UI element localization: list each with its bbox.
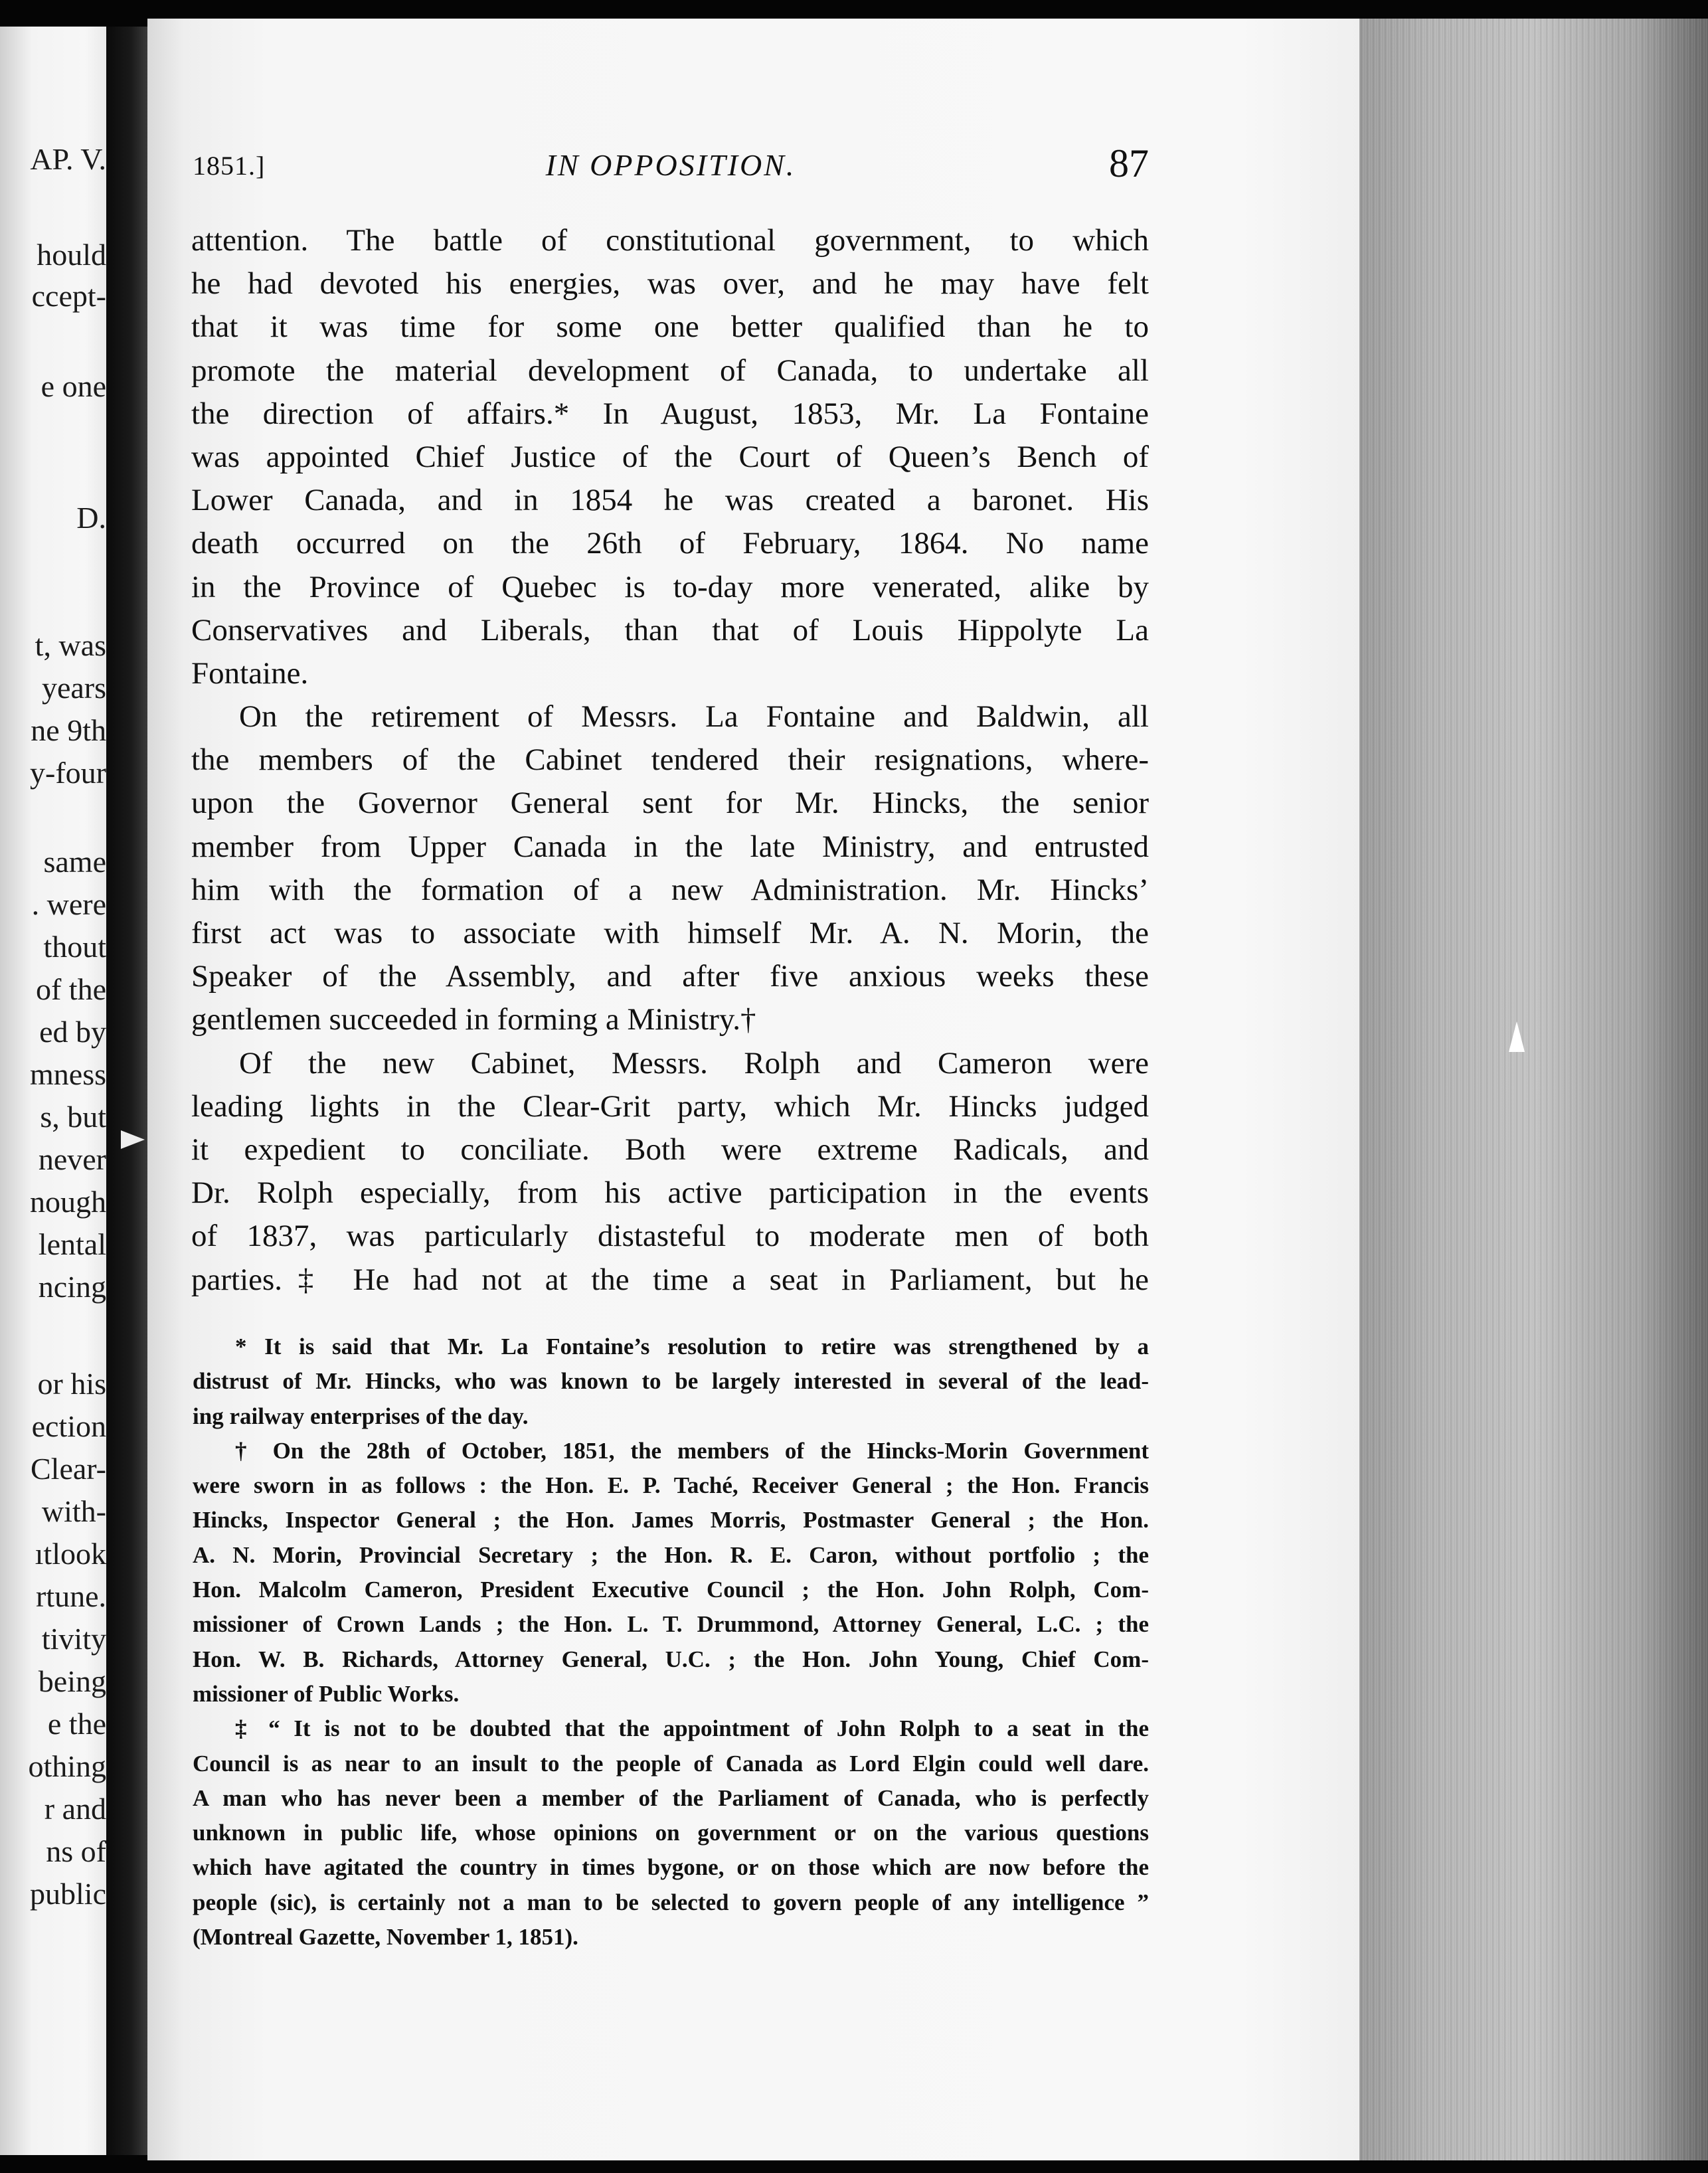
- footnote-line: unknown in public life, whose opinions on government or on the various questions: [193, 1820, 1149, 1846]
- body-line: death occurred on the 26th of February, 1864. No name: [191, 526, 1149, 561]
- left-page-line: s, but: [40, 1100, 106, 1134]
- left-page-line: nough: [30, 1185, 106, 1219]
- footnote-line: * It is said that Mr. La Fontaine’s resolution to retire was strengthened by a: [235, 1334, 1149, 1359]
- left-page-line: ıtlook: [35, 1537, 106, 1571]
- body-line: upon the Governor General sent for Mr. Hincks, the senior: [191, 786, 1149, 821]
- footnote-line: were sworn in as follows : the Hon. E. P. Taché, Receiver General ; the Hon. Francis: [193, 1472, 1149, 1499]
- footnote-line: A. N. Morin, Provincial Secretary ; the Hon. R. E. Caron, without portfolio ; the: [193, 1541, 1149, 1568]
- body-line: the members of the Cabinet tendered their resignations, where-: [191, 742, 1149, 778]
- body-line: Speaker of the Assembly, and after five anxious weeks these: [191, 959, 1149, 994]
- scan-glint-mark: [121, 1130, 145, 1149]
- footnote-line: (Montreal Gazette, November 1, 1851).: [193, 1924, 578, 1951]
- book-binding-gutter: [106, 27, 147, 2155]
- left-page-line: with-: [41, 1494, 106, 1528]
- body-line: Of the new Cabinet, Messrs. Rolph and Cameron were: [239, 1045, 1149, 1081]
- body-line: promote the material development of Canada, to undertake all: [191, 353, 1149, 388]
- scan-glint-mark: [1509, 1021, 1525, 1052]
- left-page-line: mness: [30, 1057, 106, 1091]
- footnote-line: A man who has never been a member of the Parliament of Canada, who is perfectly: [193, 1784, 1149, 1811]
- body-line: of 1837, was particularly distasteful to moderate men of both: [191, 1219, 1149, 1254]
- left-page-line: hould: [37, 238, 106, 272]
- body-line: On the retirement of Messrs. La Fontaine and Baldwin, all: [239, 699, 1149, 735]
- footnote-line: † On the 28th of October, 1851, the members of the Hincks-Morin Government: [235, 1437, 1149, 1464]
- footnote-line: people (sic), is certainly not a man to be selected to govern people of any intelligence ”: [193, 1889, 1149, 1915]
- body-line: Dr. Rolph especially, from his active participation in the events: [191, 1175, 1149, 1211]
- left-page-line: D.: [76, 501, 106, 535]
- left-page-line: never: [38, 1142, 106, 1176]
- body-line: first act was to associate with himself Mr. A. N. Morin, the: [191, 916, 1149, 950]
- footnote-line: Hon. W. B. Richards, Attorney General, U.C. ; the Hon. John Young, Chief Com-: [193, 1646, 1149, 1672]
- left-page-line: years: [41, 671, 106, 705]
- left-page-line: tivity: [41, 1622, 106, 1656]
- left-page-line: t, was: [35, 628, 106, 662]
- footnotes: [193, 1330, 1149, 1955]
- body-line: Fontaine.: [191, 655, 309, 691]
- running-header: [193, 141, 1149, 194]
- previous-page-fragment: [0, 27, 106, 2155]
- left-page-line: AP. V.: [30, 142, 106, 176]
- left-page-line: ection: [31, 1409, 106, 1443]
- running-header-year: 1851.]: [193, 151, 266, 181]
- running-header-title: IN OPPOSITION.: [545, 148, 796, 182]
- footnote-line: which have agitated the country in times bygone, or on those which are now before the: [193, 1854, 1149, 1881]
- left-page-line: same: [43, 845, 106, 879]
- left-page-line: ncing: [38, 1270, 106, 1304]
- footnote-line: missioner of Public Works.: [193, 1680, 460, 1707]
- left-page-line: . were: [31, 887, 106, 921]
- left-page-line: e the: [47, 1707, 106, 1741]
- left-page-line: ns of: [46, 1834, 106, 1868]
- left-page-line: othing: [28, 1749, 106, 1783]
- body-line: that it was time for some one better qualified than he to: [191, 309, 1149, 345]
- left-page-line: y-four: [30, 756, 106, 790]
- left-page-line: Clear-: [30, 1452, 106, 1486]
- left-page-line: e one: [41, 369, 106, 403]
- body-line: leading lights in the Clear-Grit party, which Mr. Hincks judged: [191, 1088, 1149, 1124]
- footnote-line: Hon. Malcolm Cameron, President Executive Council ; the Hon. John Rolph, Com-: [193, 1577, 1149, 1603]
- footnote-line: Hincks, Inspector General ; the Hon. James Morris, Postmaster General ; the Hon.: [193, 1507, 1149, 1533]
- footnote-line: distrust of Mr. Hincks, who was known to be largely interested in several of the lead-: [193, 1368, 1149, 1395]
- body-line: attention. The battle of constitutional government, to which: [191, 223, 1149, 258]
- left-page-line: lental: [38, 1227, 106, 1261]
- body-line: member from Upper Canada in the late Ministry, and entrusted: [191, 829, 1149, 864]
- left-page-line: ccept-: [31, 279, 106, 313]
- left-page-line: public: [30, 1877, 106, 1911]
- body-line: gentlemen succeeded in forming a Ministry.†: [191, 1002, 756, 1037]
- body-line: it expedient to conciliate. Both were extreme Radicals, and: [191, 1132, 1149, 1167]
- footnote-line: Council is as near to an insult to the people of Canada as Lord Elgin could well dare.: [193, 1750, 1149, 1777]
- footnote-line: ing railway enterprises of the day.: [193, 1403, 529, 1429]
- body-text: [191, 219, 1149, 1302]
- left-page-line: thout: [43, 930, 106, 964]
- body-line: in the Province of Quebec is to-day more venerated, alike by: [191, 569, 1149, 604]
- body-line: was appointed Chief Justice of the Court of Queen’s Bench of: [191, 439, 1149, 474]
- left-page-line: r and: [44, 1792, 106, 1826]
- body-line: Lower Canada, and in 1854 he was created a baronet. His: [191, 483, 1149, 518]
- body-line: parties.‡ He had not at the time a seat in Parliament, but he: [191, 1262, 1149, 1297]
- body-line: Conservatives and Liberals, than that of Louis Hippolyte La: [191, 612, 1149, 648]
- page-edges: [1359, 19, 1708, 2160]
- footnote-line: ‡ “ It is not to be doubted that the appointment of John Rolph to a seat in the: [235, 1715, 1149, 1742]
- left-page-line: being: [38, 1664, 106, 1698]
- body-line: him with the formation of a new Administration. Mr. Hincks’: [191, 872, 1149, 907]
- left-page-line: ne 9th: [31, 713, 106, 747]
- left-page-line: ed by: [39, 1015, 106, 1049]
- footnote-line: missioner of Crown Lands ; the Hon. L. T. Drummond, Attorney General, L.C. ; the: [193, 1611, 1149, 1638]
- left-page-line: of the: [35, 972, 106, 1006]
- body-line: the direction of affairs.* In August, 1853, Mr. La Fontaine: [191, 396, 1149, 431]
- left-page-line: or his: [37, 1367, 106, 1401]
- page-number: 87: [1109, 141, 1149, 185]
- body-line: he had devoted his energies, was over, and he may have felt: [191, 266, 1149, 302]
- left-page-line: rtune.: [35, 1579, 106, 1613]
